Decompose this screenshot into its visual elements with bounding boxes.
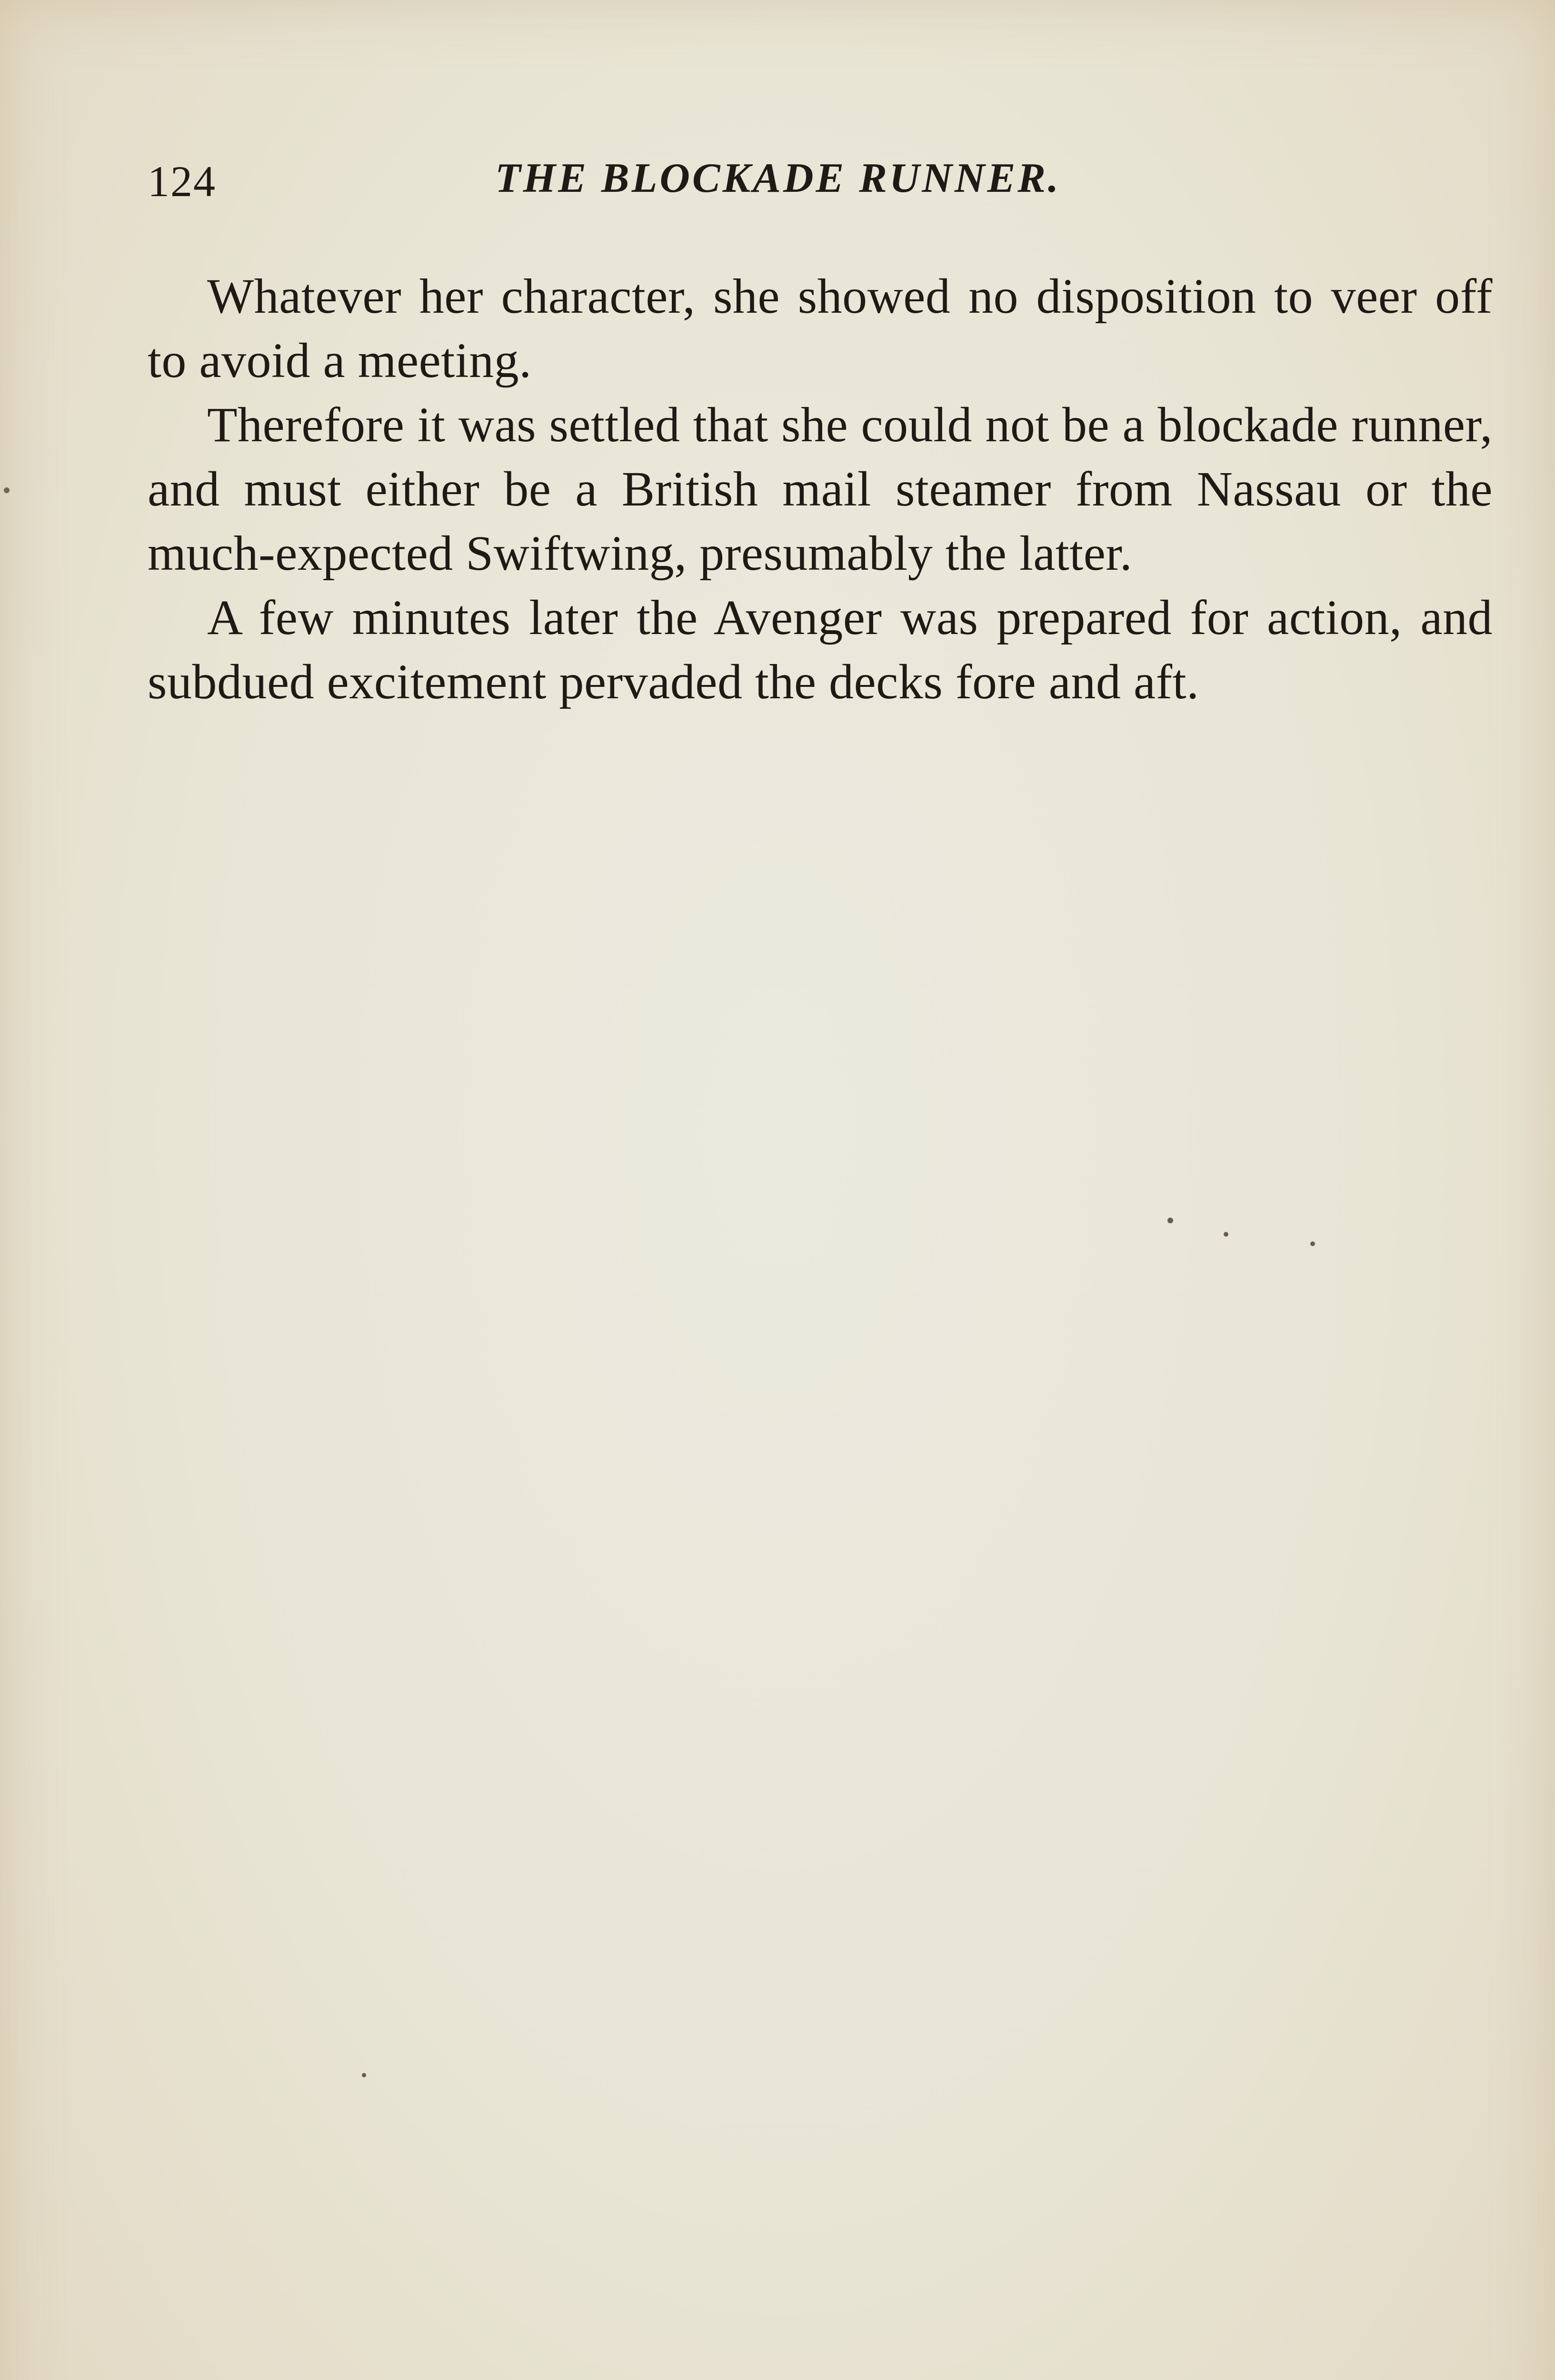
ink-speck [4, 487, 10, 493]
paragraph-3: A few minutes later the Avenger was prepared for action, and subdued excitement pervaded the decks fore and aft. [148, 590, 1493, 709]
paragraph-2: Therefore it was settled that she could not be a blockade runner, and must either be a British mail steamer from Nassau or the much-expected Swiftwing, presumably the latter. [148, 397, 1493, 581]
ink-speck [1167, 1218, 1173, 1223]
paragraph-1: Whatever her character, she showed no disposition to veer off to avoid a meeting. [148, 269, 1493, 388]
ink-speck [362, 2073, 366, 2077]
running-header [148, 143, 1493, 209]
ink-speck [1310, 1241, 1315, 1246]
body-text [148, 264, 1493, 714]
running-title: THE BLOCKADE RUNNER. [495, 155, 1061, 201]
page-number: 124 [148, 157, 216, 206]
ink-speck [1224, 1232, 1228, 1237]
